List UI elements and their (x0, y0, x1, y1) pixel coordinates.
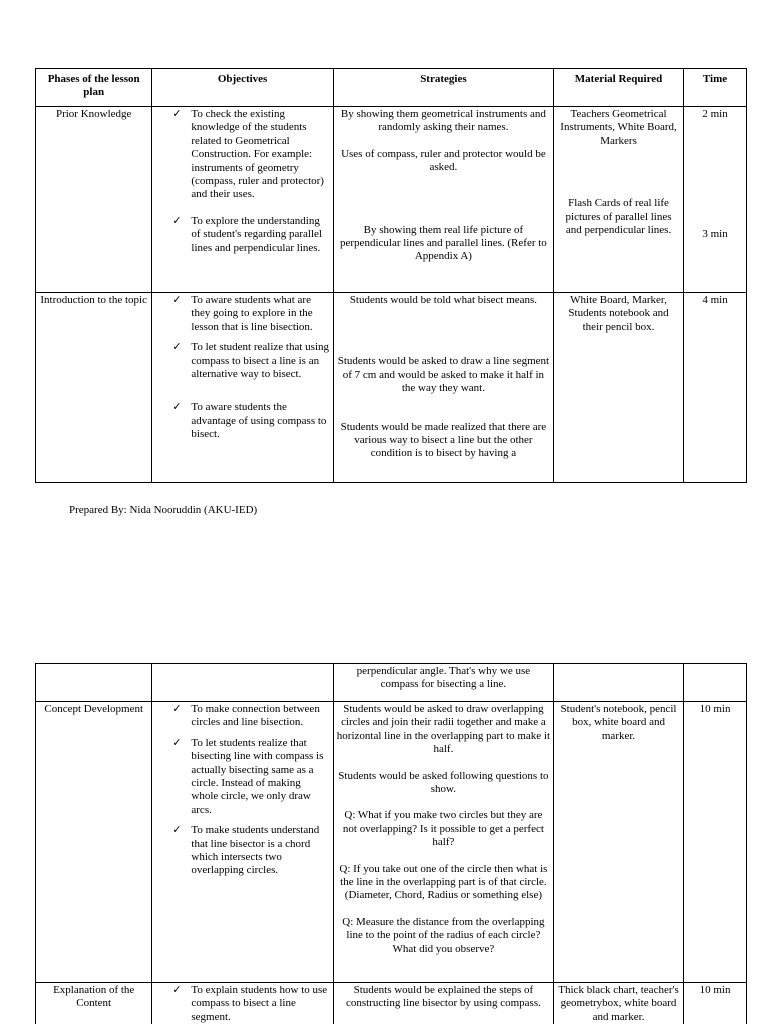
objective-text: To make students understand that line bisector is a chord which intersects two overlapping circles. (191, 824, 320, 877)
table-row (36, 664, 747, 702)
phase-cell (36, 702, 152, 983)
page-bottom (0, 663, 768, 1024)
time-text: 10 min (699, 703, 731, 715)
check-icon: ✓ (172, 108, 182, 120)
material-text: Flash Cards of real life pictures of parallel lines and perpendicular lines. (565, 197, 672, 237)
strategy-text: perpendicular angle. That's why we use compass for bisecting a line. (356, 665, 531, 691)
strategy-text: Q: Measure the distance from the overlapping line to the point of the radius of each circle? What did you observe? (342, 915, 545, 955)
phase-cell (36, 983, 152, 1024)
time-text: 2 min (702, 108, 728, 120)
header-phases: Phases of the lesson plan (36, 69, 152, 107)
material-cell (554, 107, 684, 293)
check-icon: ✓ (172, 214, 182, 227)
time-cell (684, 293, 747, 483)
lesson-plan-table-bottom (35, 663, 747, 1024)
material-cell (554, 702, 684, 983)
phase-label: Explanation of the Content (53, 984, 135, 1010)
strategies-cell (333, 983, 553, 1024)
lesson-plan-table-top (35, 68, 747, 483)
table-row (36, 983, 747, 1024)
objective-text: To check the existing knowledge of the students related to Geometrical Construction. For example: instruments of geometry (compass, ruler and protector) and their uses. (191, 108, 324, 201)
material-cell (554, 293, 684, 483)
check-icon: ✓ (172, 341, 182, 354)
header-strategies: Strategies (333, 69, 553, 107)
strategy-text: Students would be asked to draw overlapping circles and join their radii together and make a horizontal line in the overlapping part to make it half. (336, 703, 551, 756)
time-cell (684, 664, 747, 702)
objectives-cell (152, 983, 333, 1024)
objective-item (172, 737, 329, 817)
strategies-cell (333, 293, 553, 483)
strategy-text: Uses of compass, ruler and protector would be asked. (341, 147, 546, 174)
time-cell (684, 983, 747, 1024)
objective-item (172, 341, 329, 381)
strategy-text: Q: If you take out one of the circle then what is the line in the overlapping part is of that circle. (Diameter, Chord, Radius or something else) (339, 862, 548, 902)
strategy-text: Q: What if you make two circles but they are not overlapping? Is it possible to get a perfect half? (342, 809, 544, 849)
table-row (36, 107, 747, 293)
phase-cell (36, 107, 152, 293)
header-objectives: Objectives (152, 69, 333, 107)
strategy-text: Students would be asked following questions to show. (338, 769, 549, 796)
objective-item (172, 703, 329, 730)
header-material: Material Required (554, 69, 684, 107)
material-text: White Board, Marker, Students notebook and their pencil box. (568, 294, 669, 333)
phase-cell (36, 293, 152, 483)
time-text: 4 min (702, 294, 728, 306)
time-text: 10 min (699, 984, 731, 996)
time-cell (684, 107, 747, 293)
objectives-cell (152, 702, 333, 983)
time-text: 3 min (702, 228, 728, 241)
objective-text: To explain students how to use compass to bisect a line segment. (191, 984, 328, 1023)
phase-label: Prior Knowledge (55, 108, 132, 120)
header-time: Time (684, 69, 747, 107)
material-text: Student's notebook, pencil box, white board and marker. (560, 703, 677, 742)
objective-text: To explore the understanding of student's regarding parallel lines and perpendicular lines. (191, 214, 322, 254)
objective-text: To let students realize that bisecting line with compass is actually bisecting same as a circle. Instead of making whole circle, we only draw arcs. (191, 736, 324, 816)
time-cell (684, 702, 747, 983)
strategy-text: Students would be made realized that there are various way to bisect a line but the other condition is to bisect by having a (340, 420, 547, 460)
objective-item (172, 984, 329, 1024)
phase-label: Concept Development (44, 703, 144, 715)
strategies-cell (333, 107, 553, 293)
strategy-text: Students would be explained the steps of constructing line bisector by using compass. (345, 984, 541, 1010)
check-icon: ✓ (172, 294, 182, 306)
table-row (36, 702, 747, 983)
material-text: Thick black chart, teacher's geometrybox, white board and marker. (558, 984, 679, 1023)
material-cell (554, 983, 684, 1024)
check-icon: ✓ (172, 736, 182, 749)
material-text: Teachers Geometrical Instruments, White Board, Markers (560, 108, 677, 147)
objectives-cell (152, 664, 333, 702)
strategies-cell (333, 702, 553, 983)
strategy-text: Students would be told what bisect means. (349, 294, 538, 306)
objective-item (172, 294, 329, 334)
objective-item (172, 401, 329, 441)
phase-label: Introduction to the topic (40, 294, 147, 306)
strategies-cell (333, 664, 553, 702)
strategy-text: By showing them real life picture of perpendicular lines and parallel lines. (Refer to Appendix A) (340, 223, 547, 263)
objective-text: To make connection between circles and line bisection. (191, 703, 320, 729)
objective-item (172, 215, 329, 255)
check-icon: ✓ (172, 984, 182, 996)
prepared-by-footer: Prepared By: Nida Nooruddin (AKU-IED) (69, 504, 258, 516)
material-cell (554, 664, 684, 702)
objective-item (172, 824, 329, 878)
objective-text: To let student realize that using compass to bisect a line is an alternative way to bisect. (191, 341, 329, 381)
strategy-text: By showing them geometrical instruments and randomly asking their names. (340, 108, 546, 134)
check-icon: ✓ (172, 401, 182, 414)
objective-item (172, 108, 329, 202)
objective-text: To aware students what are they going to explore in the lesson that is line bisection. (191, 294, 313, 333)
check-icon: ✓ (172, 824, 182, 837)
check-icon: ✓ (172, 703, 182, 715)
strategy-text: Students would be asked to draw a line segment of 7 cm and would be asked to make it half in the way they want. (337, 355, 550, 395)
table-header-row (36, 69, 747, 107)
phase-cell (36, 664, 152, 702)
table-row (36, 293, 747, 483)
objectives-cell (152, 293, 333, 483)
objective-text: To aware students the advantage of using compass to bisect. (191, 401, 327, 441)
objectives-cell (152, 107, 333, 293)
